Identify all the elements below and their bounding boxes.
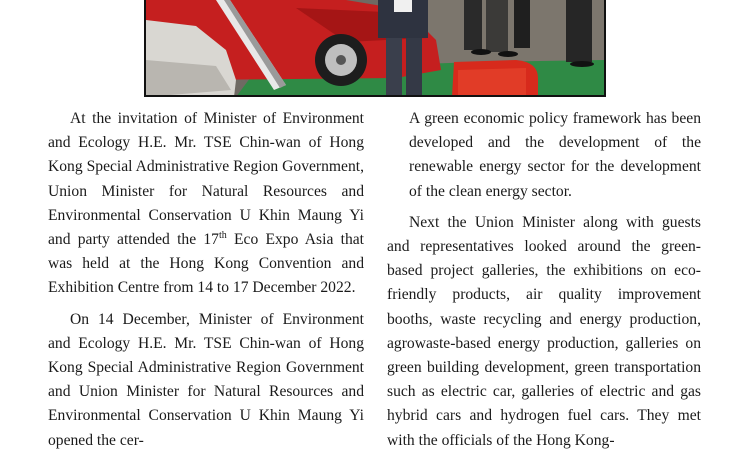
paragraph-galleries: Next the Union Minister along with guests and representatives looked around the green-based project galleries, the exhibitions on eco-friendly products, air quality improvement booths, waste recycling and energy production, agrowaste-based energy production, galleries on green building development, green transportation such as electric car, galleries of electric and gas hybrid cars and hydrogen fuel cars. They met with the officials of the Hong Kong-: [387, 213, 701, 449]
paragraph-invitation: [48, 107, 364, 301]
paragraph-opening: On 14 December, Minister of Environment and Ecology H.E. Mr. TSE Chin-wan of Hong Kong Special Administrative Region Government and Union Minister for Natural Resources and Environmental Conservation U Khin Maung Yi opened the cer-: [48, 310, 364, 449]
left-column: [48, 107, 364, 460]
paragraph-policy: A green economic policy framework has been developed and the development of the renewable energy sector for the development of the clean energy sector.: [409, 110, 701, 200]
event-photo: [144, 0, 606, 97]
paragraph-text: At the invitation of Minister of Environment and Ecology H.E. Mr. TSE Chin-wan of Hong Kong Special Administrative Region Government, Union Minister for Natural Resources and Environmental Conservation U Khin Maung Yi and party attended the 17: [48, 110, 364, 249]
paragraph-text: Eco Expo Asia that was held at the Hong Kong Convention and Exhibition Centre from 14 to 17 December 2022.: [48, 231, 364, 297]
superscript: th: [218, 229, 227, 241]
right-column: [387, 107, 701, 460]
